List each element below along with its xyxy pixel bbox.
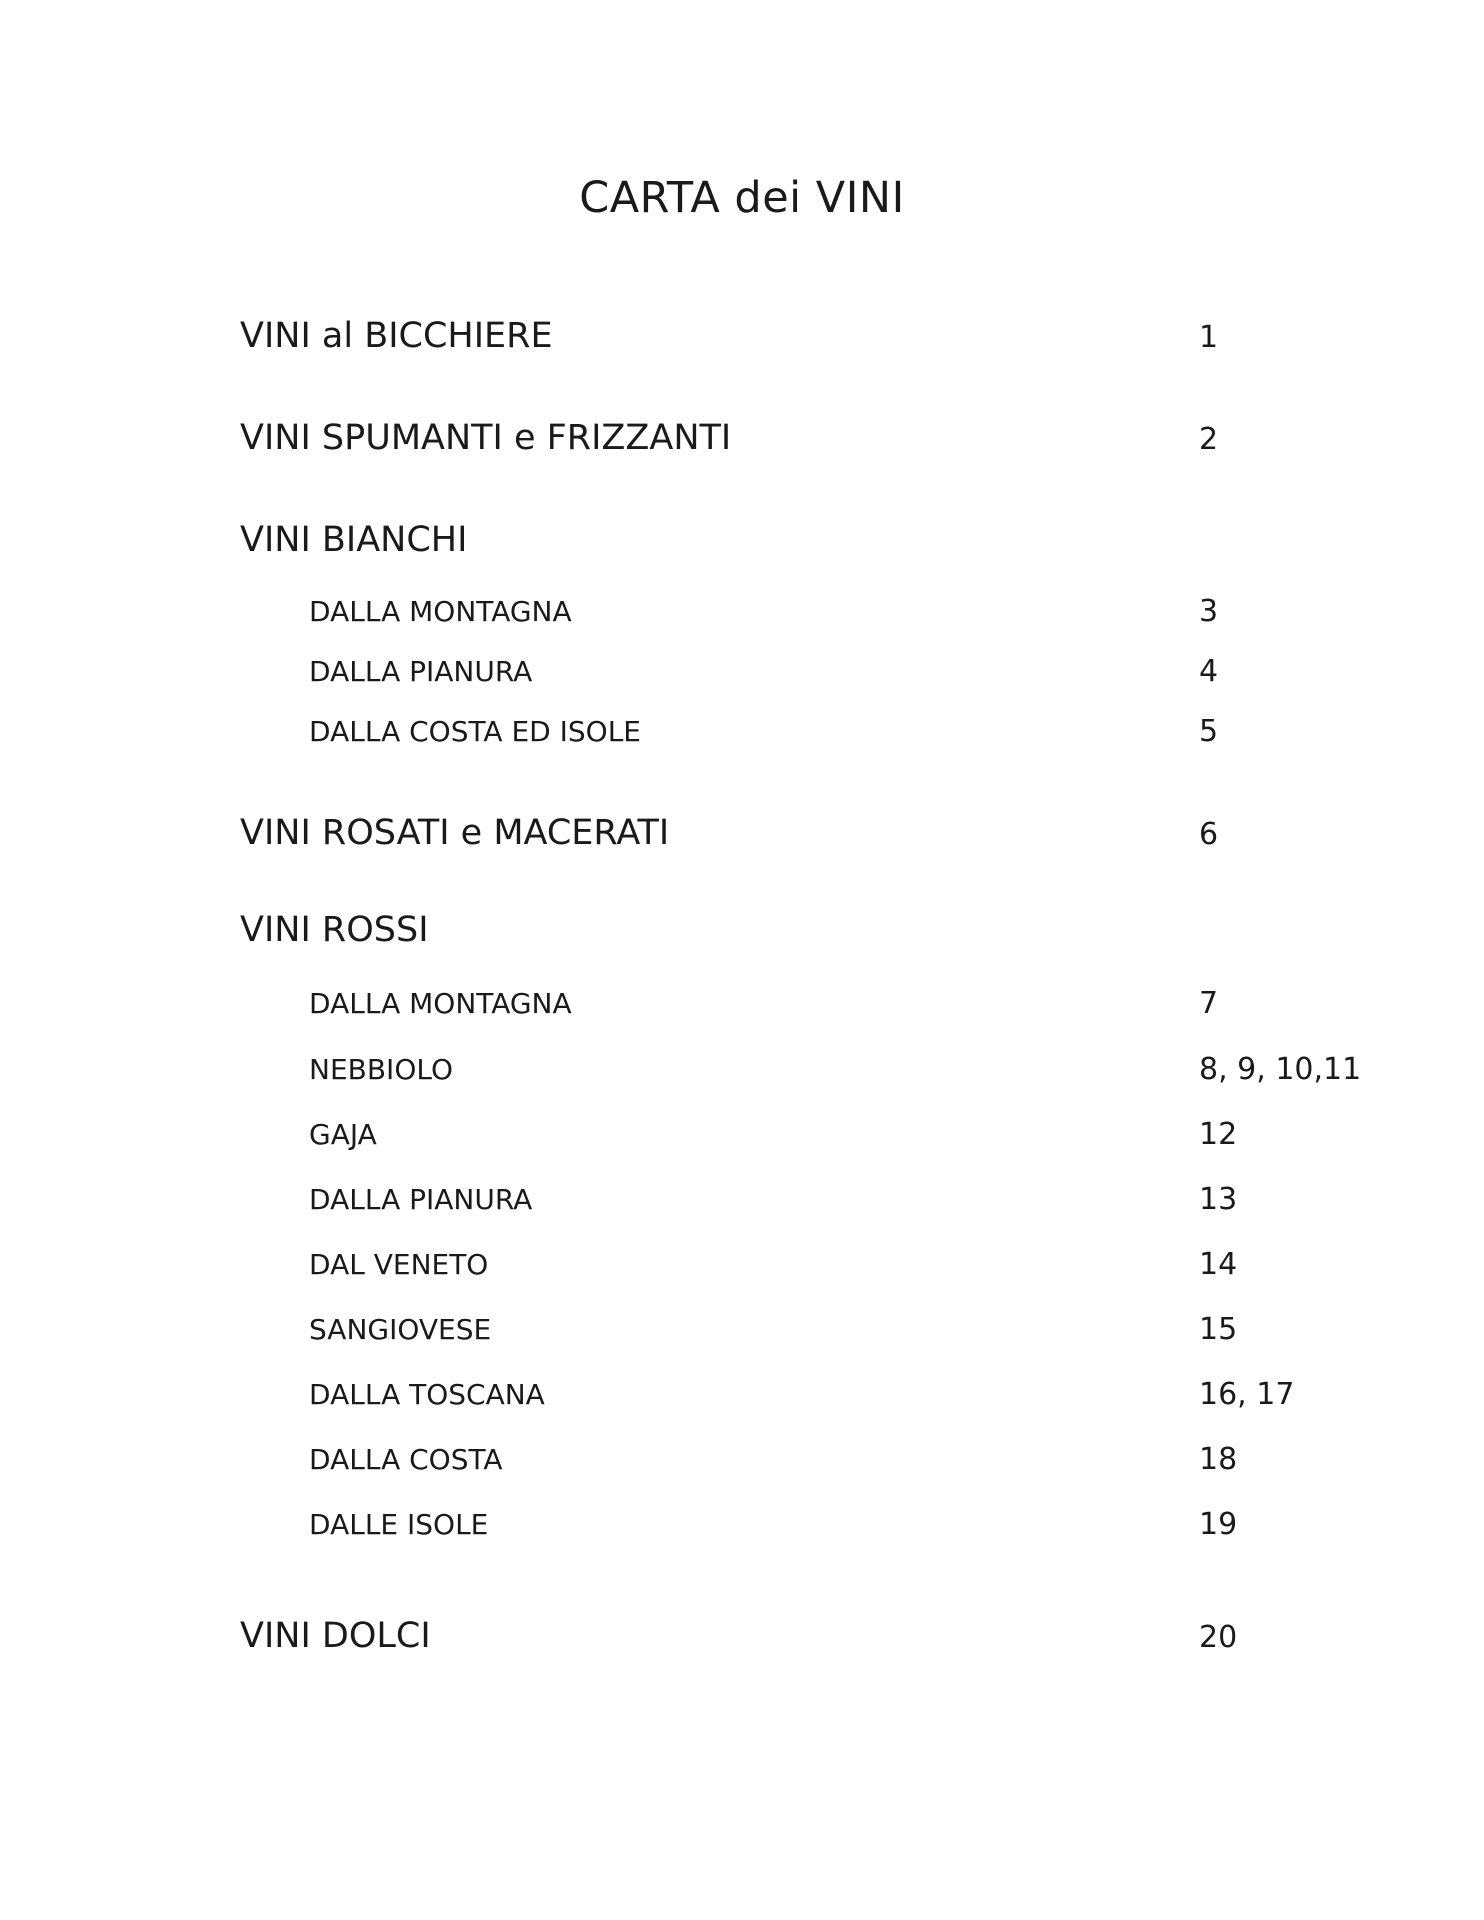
toc-page-number: 20 — [1199, 1620, 1238, 1655]
toc-section-label: VINI BIANCHI — [240, 520, 468, 560]
toc-section-vini-rosati-e-macerati[interactable] — [0, 809, 1484, 865]
toc-page-number: 12 — [1199, 1117, 1238, 1152]
toc-section-vini-spumanti-e-frizzanti[interactable] — [0, 414, 1484, 470]
toc-section-label: VINI SPUMANTI e FRIZZANTI — [240, 418, 732, 458]
toc-subsection-rossi-dalla-pianura[interactable] — [0, 1180, 1484, 1236]
toc-subsection-label: DALLA PIANURA — [309, 655, 533, 688]
toc-subsection-label: DALLA MONTAGNA — [309, 987, 572, 1020]
toc-page-number: 8, 9, 10,11 — [1199, 1052, 1362, 1087]
toc-subsection-label: DAL VENETO — [309, 1248, 489, 1281]
toc-subsection-dalla-costa[interactable] — [0, 1440, 1484, 1496]
toc-page-number: 6 — [1199, 817, 1219, 852]
toc-subsection-bianchi-dalla-pianura[interactable] — [0, 652, 1484, 708]
toc-section-vini-rossi — [0, 906, 1484, 962]
toc-section-label: VINI DOLCI — [240, 1616, 431, 1656]
toc-subsection-label: NEBBIOLO — [309, 1053, 453, 1086]
toc-subsection-dal-veneto[interactable] — [0, 1245, 1484, 1301]
toc-subsection-dalla-toscana[interactable] — [0, 1375, 1484, 1431]
toc-subsection-label: DALLA MONTAGNA — [309, 595, 572, 628]
toc-page-number: 5 — [1199, 714, 1219, 749]
toc-section-vini-al-bicchiere[interactable] — [0, 312, 1484, 368]
toc-subsection-sangiovese[interactable] — [0, 1310, 1484, 1366]
toc-page-number: 1 — [1199, 320, 1219, 355]
toc-subsection-label: GAJA — [309, 1118, 377, 1151]
toc-page-number: 4 — [1199, 654, 1219, 689]
toc-subsection-label: DALLA TOSCANA — [309, 1378, 545, 1411]
toc-page-number: 14 — [1199, 1247, 1238, 1282]
toc-subsection-label: DALLA COSTA — [309, 1443, 503, 1476]
toc-page-number: 19 — [1199, 1507, 1238, 1542]
toc-page-number: 2 — [1199, 422, 1219, 457]
toc-page-number: 3 — [1199, 594, 1219, 629]
toc-section-label: VINI al BICCHIERE — [240, 316, 553, 356]
toc-section-vini-bianchi — [0, 516, 1484, 572]
toc-page-number: 18 — [1199, 1442, 1238, 1477]
toc-subsection-label: DALLA PIANURA — [309, 1183, 533, 1216]
toc-subsection-label: DALLE ISOLE — [309, 1508, 489, 1541]
toc-page-number: 7 — [1199, 986, 1219, 1021]
toc-subsection-dalle-isole[interactable] — [0, 1505, 1484, 1561]
toc-page-number: 13 — [1199, 1182, 1238, 1217]
toc-subsection-bianchi-dalla-montagna[interactable] — [0, 592, 1484, 648]
toc-subsection-rossi-dalla-montagna[interactable] — [0, 984, 1484, 1040]
toc-section-label: VINI ROSSI — [240, 910, 429, 950]
toc-page-number: 16, 17 — [1199, 1377, 1295, 1412]
toc-section-vini-dolci[interactable] — [0, 1612, 1484, 1668]
page-title: CARTA dei VINI — [579, 173, 905, 223]
toc-subsection-nebbiolo[interactable] — [0, 1050, 1484, 1106]
toc-page-number: 15 — [1199, 1312, 1238, 1347]
toc-subsection-label: SANGIOVESE — [309, 1313, 492, 1346]
toc-section-label: VINI ROSATI e MACERATI — [240, 813, 670, 853]
toc-subsection-gaja[interactable] — [0, 1115, 1484, 1171]
toc-subsection-label: DALLA COSTA ED ISOLE — [309, 715, 641, 748]
toc-subsection-bianchi-dalla-costa-ed-isole[interactable] — [0, 712, 1484, 768]
